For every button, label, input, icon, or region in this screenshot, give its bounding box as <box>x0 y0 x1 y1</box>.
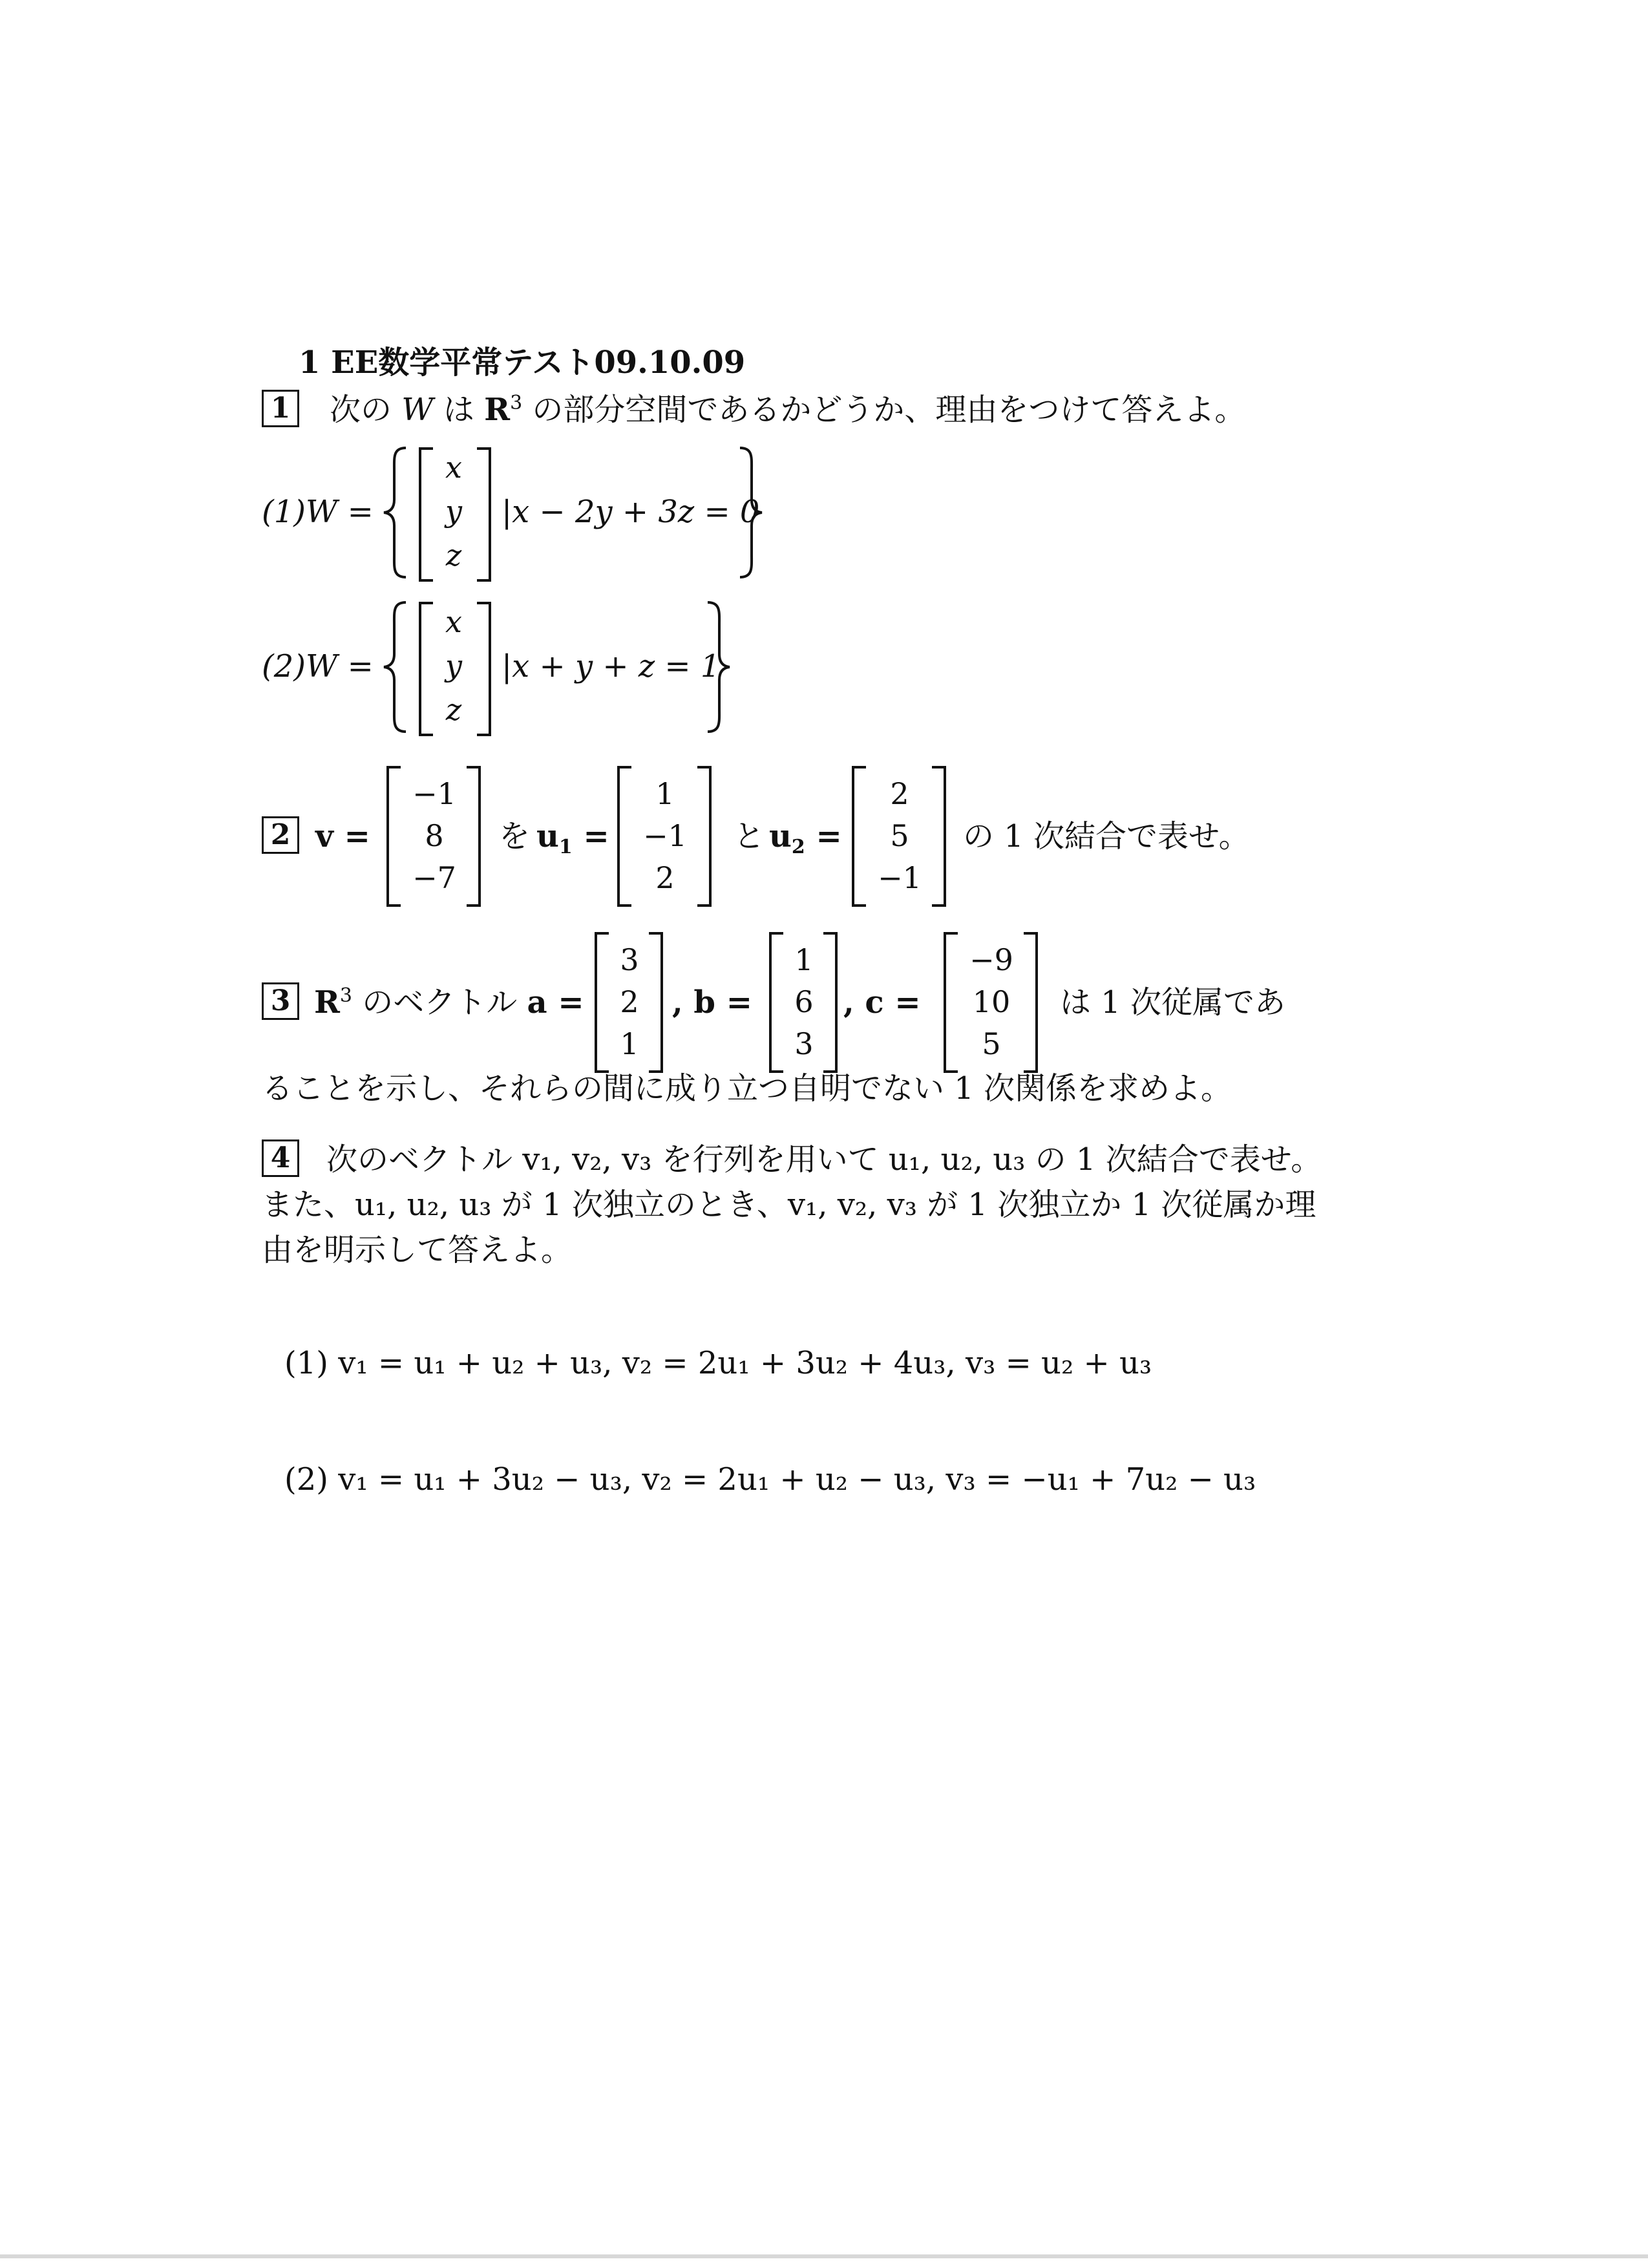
q1-part1-vec-x: x <box>445 450 462 485</box>
q1-part2-matrix-left-bracket <box>419 602 433 736</box>
q4-line-2: また、u₁, u₂, u₃ が 1 次独立のとき、v₁, v₂, v₃ が 1 次独立か 1 次従属か理 <box>262 1187 1316 1223</box>
q2-tail: の 1 次結合で表せ。 <box>963 818 1250 854</box>
q3-b-left-bracket <box>769 932 783 1073</box>
q3-c-left-bracket <box>944 932 958 1073</box>
scan-edge-line <box>0 2254 1648 2258</box>
q3-line-2: ることを示し、それらの間に成り立つ自明でない 1 次関係を求めよ。 <box>262 1070 1232 1107</box>
q1-part2-condition: |x + y + z = 1 <box>502 648 721 684</box>
test-header: 1 EE数学平常テスト09.10.09 <box>299 344 746 381</box>
q1-part2-label: (2)W = <box>262 648 374 684</box>
q3-a-label: a = <box>527 984 584 1021</box>
q2-u1-sub: 1 <box>558 836 573 858</box>
q1-part2-vec-y: y <box>445 648 462 683</box>
q1-part2-vec-x: x <box>445 604 462 639</box>
q2-v-1: −1 <box>412 776 456 811</box>
q2-u1-label <box>536 818 609 858</box>
q2-u1-eq: = <box>583 818 609 854</box>
q2-u1-letter: u <box>536 818 559 854</box>
q1-part1-label: (1)W = <box>262 494 374 530</box>
q1-part1-matrix-right-bracket <box>477 447 491 582</box>
q3-c-1: −9 <box>969 942 1013 977</box>
q2-v-2: 8 <box>425 818 444 853</box>
q1-part1-right-brace <box>734 445 766 580</box>
q2-u1-2: −1 <box>643 818 687 853</box>
q3-c-right-bracket <box>1024 932 1038 1073</box>
q3-R: R <box>314 984 340 1021</box>
q2-u2-left-bracket <box>852 766 866 907</box>
q4-part-1: (1) v₁ = u₁ + u₂ + u₃, v₂ = 2u₁ + 3u₂ + 4u₃, v₃ = u₂ + u₃ <box>284 1345 1152 1381</box>
q1-text-R: R <box>484 392 511 428</box>
q3-c-2: 10 <box>972 984 1011 1019</box>
q3-b-right-bracket <box>823 932 838 1073</box>
q2-u2-3: −1 <box>878 860 922 895</box>
q1-part1-left-brace <box>380 445 412 580</box>
q3-intro-line <box>314 984 584 1021</box>
q2-u2-eq: = <box>816 818 842 854</box>
q3-b-3: 3 <box>794 1026 814 1061</box>
q3-b-1: 1 <box>794 942 814 977</box>
q2-u2-right-bracket <box>932 766 946 907</box>
q2-u2-2: 5 <box>890 818 909 853</box>
q4-part-2: (2) v₁ = u₁ + 3u₂ − u₃, v₂ = 2u₁ + u₂ − u₃, v₃ = −u₁ + 7u₂ − u₃ <box>284 1461 1256 1498</box>
q3-b-label: , b = <box>672 984 752 1021</box>
question-1-statement <box>330 392 1246 428</box>
q1-part1-condition: |x − 2y + 3z = 0 <box>502 494 760 530</box>
q3-a-1: 3 <box>620 942 639 977</box>
q2-u1-3: 2 <box>655 860 675 895</box>
q3-a-left-bracket <box>595 932 609 1073</box>
q1-part1-matrix-left-bracket <box>419 447 433 582</box>
q2-to: と <box>734 818 765 854</box>
q3-R-exp: 3 <box>339 984 352 1007</box>
q2-u2-1: 2 <box>890 776 909 811</box>
q1-text-b: は <box>443 392 474 428</box>
question-3-number: 3 <box>262 982 299 1020</box>
question-2-number: 2 <box>262 816 299 854</box>
q1-text-R-exp: 3 <box>510 392 523 414</box>
q3-intro: のベクトル <box>362 984 518 1021</box>
q1-part2-left-brace <box>380 599 412 735</box>
q2-u1-1: 1 <box>655 776 675 811</box>
q2-v-3: −7 <box>412 860 456 895</box>
q3-a-3: 1 <box>620 1026 639 1061</box>
q2-u1-left-bracket <box>617 766 631 907</box>
q2-u2-label <box>769 818 842 858</box>
q2-v-right-bracket <box>467 766 481 907</box>
q1-part1-vec-y: y <box>445 494 462 529</box>
q3-a-right-bracket <box>649 932 663 1073</box>
q3-tail: は 1 次従属であ <box>1060 984 1286 1021</box>
q4-line-1: 次のベクトル v₁, v₂, v₃ を行列を用いて u₁, u₂, u₃ の 1 次結合で表せ。 <box>326 1141 1322 1178</box>
q2-v-left-bracket <box>386 766 401 907</box>
q4-line-3: 由を明示して答えよ。 <box>262 1232 573 1268</box>
question-4-number: 4 <box>262 1139 299 1177</box>
q3-a-2: 2 <box>620 984 639 1019</box>
q3-b-2: 6 <box>794 984 814 1019</box>
q1-part2-right-brace <box>701 599 734 735</box>
q2-u2-letter: u <box>769 818 792 854</box>
q3-c-3: 5 <box>982 1026 1001 1061</box>
q1-part2-matrix-right-bracket <box>477 602 491 736</box>
q1-text-a: 次の <box>330 392 392 428</box>
q1-part1-vec-z: z <box>445 538 462 573</box>
q1-text-W: W <box>401 392 434 428</box>
question-1-number: 1 <box>262 390 299 427</box>
q1-part2-vec-z: z <box>445 692 462 727</box>
q2-u2-sub: 2 <box>791 836 805 858</box>
q3-c-label: , c = <box>843 984 921 1021</box>
q2-v-label: v = <box>315 818 370 854</box>
q2-u1-right-bracket <box>697 766 712 907</box>
q1-text-c: の部分空間であるかどうか、理由をつけて答えよ。 <box>532 392 1246 428</box>
q2-wo: を <box>499 818 531 854</box>
